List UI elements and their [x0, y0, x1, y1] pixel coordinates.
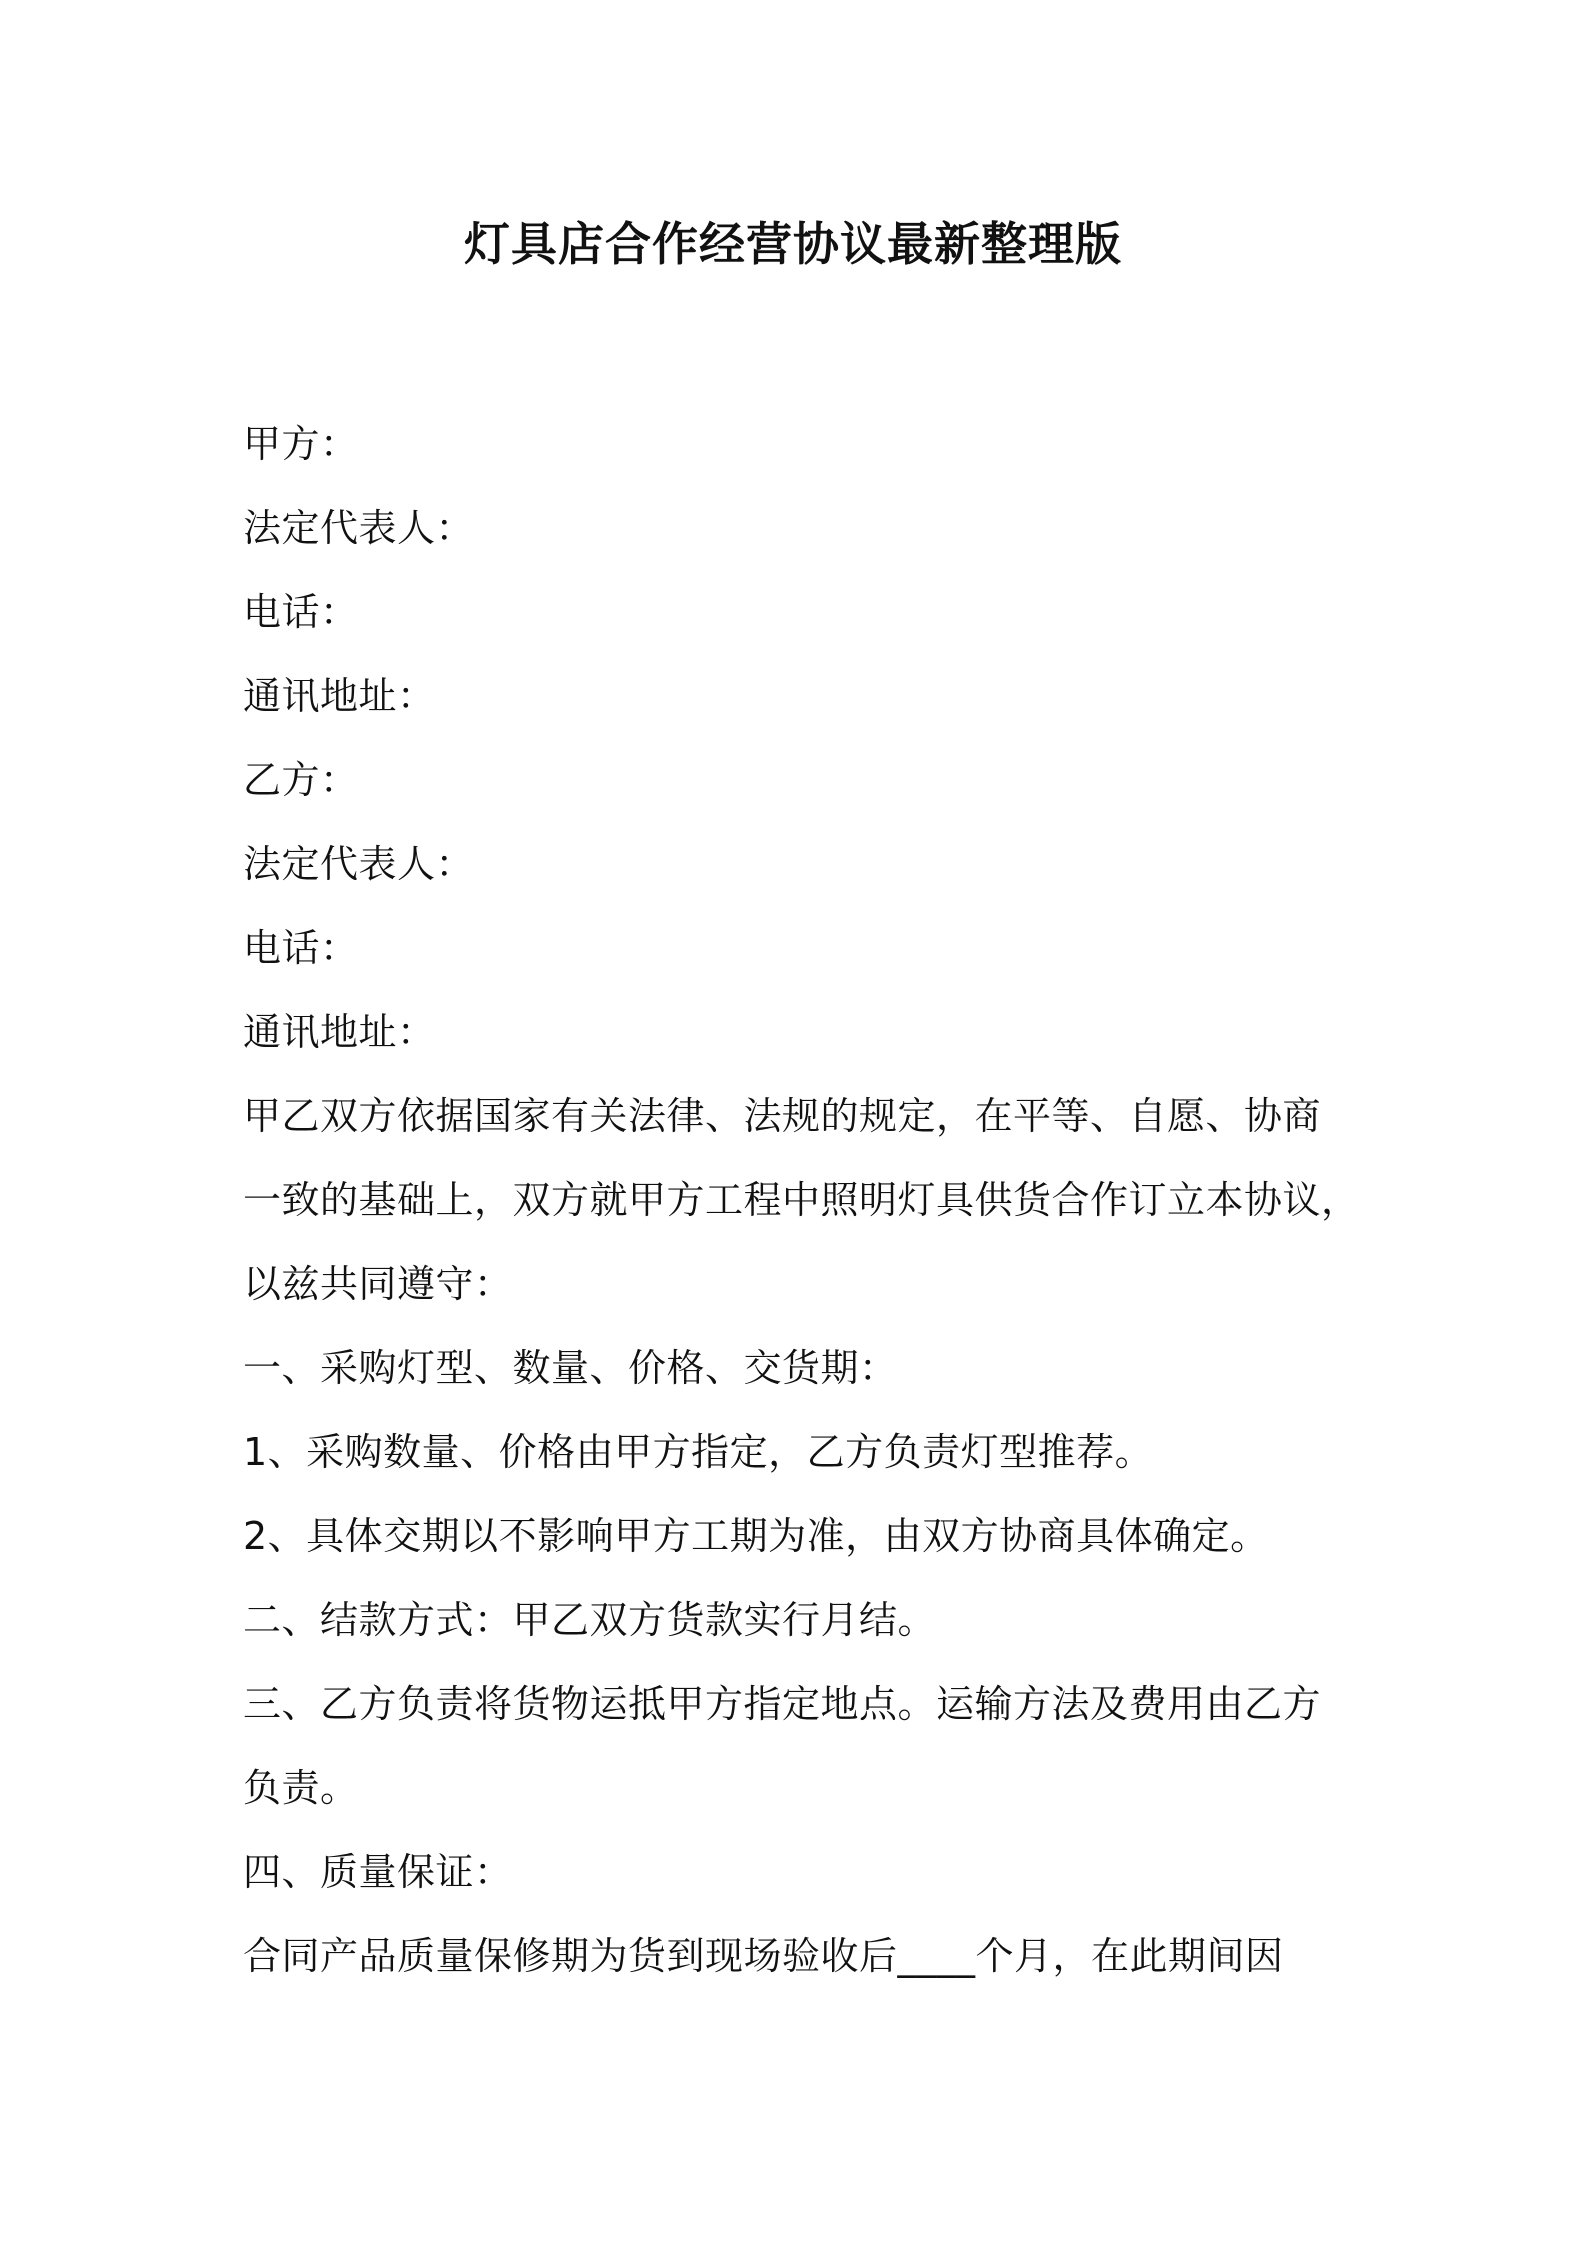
section-4-heading: 四、质量保证：	[243, 1850, 513, 1894]
section-4-warranty-line-1: 合同产品质量保修期为货到现场验收后____个月，在此期间因	[243, 1934, 1284, 1978]
party-b-representative: 法定代表人：	[243, 842, 475, 886]
party-a-label: 甲方：	[243, 422, 359, 466]
section-1-heading: 一、采购灯型、数量、价格、交货期：	[243, 1346, 898, 1390]
section-1-item-2: 2、具体交期以不影响甲方工期为准，由双方协商具体确定。	[243, 1514, 1269, 1558]
document-title: 灯具店合作经营协议最新整理版	[464, 217, 1122, 271]
section-3-delivery-line-2: 负责。	[243, 1766, 359, 1810]
section-2-payment: 二、结款方式：甲乙双方货款实行月结。	[243, 1598, 937, 1642]
party-a-phone: 电话：	[243, 590, 359, 634]
preamble-line-2: 一致的基础上，双方就甲方工程中照明灯具供货合作订立本协议，	[243, 1178, 1360, 1222]
preamble-line-1: 甲乙双方依据国家有关法律、法规的规定，在平等、自愿、协商	[243, 1094, 1322, 1138]
preamble-line-3: 以兹共同遵守：	[243, 1262, 513, 1306]
party-a-representative: 法定代表人：	[243, 506, 475, 550]
party-b-phone: 电话：	[243, 926, 359, 970]
party-b-address: 通讯地址：	[243, 1010, 436, 1054]
party-a-address: 通讯地址：	[243, 674, 436, 718]
document-body	[243, 402, 1393, 1998]
section-1-item-1: 1、采购数量、价格由甲方指定，乙方负责灯型推荐。	[243, 1430, 1154, 1474]
section-3-delivery-line-1: 三、乙方负责将货物运抵甲方指定地点。运输方法及费用由乙方	[243, 1682, 1322, 1726]
party-b-label: 乙方：	[243, 758, 359, 802]
